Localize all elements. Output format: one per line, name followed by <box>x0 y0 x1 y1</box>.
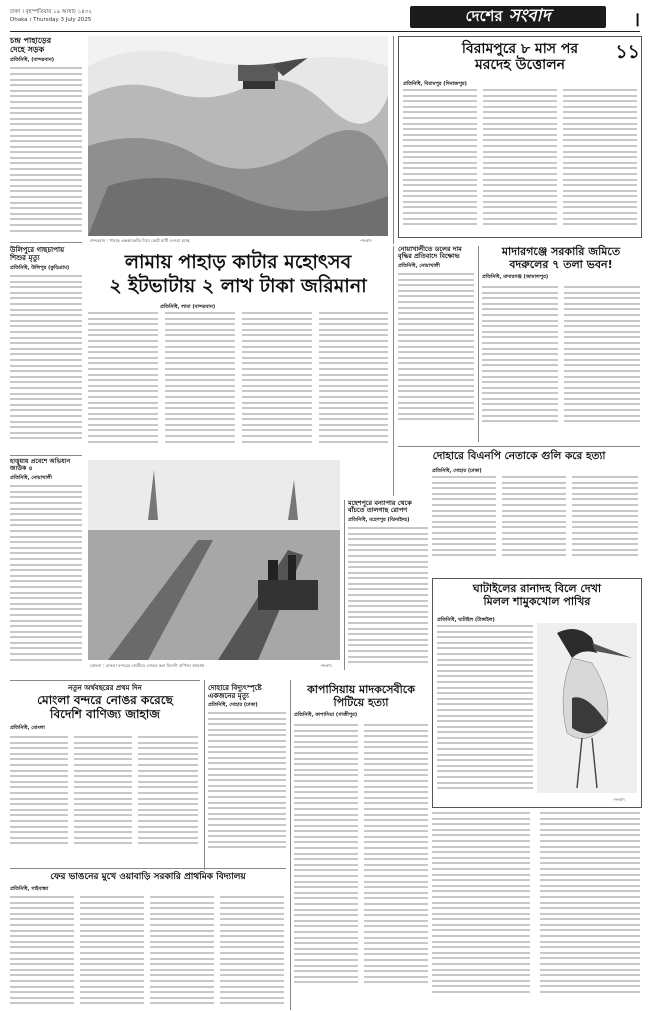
article-body-col1 <box>10 736 68 848</box>
article-body <box>10 67 82 231</box>
headline-line: নোয়াখালীতে ডলের দাম <box>398 245 462 253</box>
article-dohar-electric <box>208 684 286 864</box>
article-body <box>10 485 82 660</box>
headline-line: মাদারগঞ্জে সরকারি জমিতে <box>501 245 621 258</box>
byline-dohar-bnp: প্রতিনিধি, দোহার (ঢাকা) <box>432 468 482 474</box>
headline-line: মিলল শামুকখোল পাখির <box>483 594 591 608</box>
ghatail-continued-col2 <box>540 812 640 997</box>
byline: প্রতিনিধি, (বান্দরবান) <box>10 57 54 64</box>
article-dohar-bnp <box>398 450 640 462</box>
headline-line: বিদেশি বাণিজ্য জাহাজ <box>50 706 160 721</box>
headline <box>399 41 641 73</box>
dateline-bn: ঢাকা । বৃহস্পতিবার ১৯ আষাঢ় ১৪৩২ <box>10 9 92 15</box>
headline-line: উলিপুরে গাছচাপায় <box>10 246 65 254</box>
port-ships-image <box>88 460 340 660</box>
article-body-col1 <box>294 724 358 987</box>
article-madaripur <box>482 246 640 442</box>
byline: প্রতিনিধি, নোয়াখালী <box>398 262 440 269</box>
byline: প্রতিনিধি, মোংলা <box>10 724 45 731</box>
dateline <box>10 8 92 24</box>
article-chandra <box>10 36 82 241</box>
dohar-bnp-body-col1 <box>432 476 496 560</box>
article-noakhali <box>398 246 474 442</box>
headline: হাত্তুয়ায় প্রবেশে অভিযান জাউক ৪ <box>10 458 71 473</box>
headline-line: দেহে সড়ক <box>10 45 45 55</box>
headline-line: পিটিয়ে হত্যা <box>333 695 389 709</box>
headline <box>482 246 640 271</box>
main-byline: প্রতিনিধি, লামা (বান্দরবান) <box>160 304 216 310</box>
photo-bird <box>537 623 637 793</box>
article-moheshpur <box>348 500 428 675</box>
photo-hill-cutting <box>88 36 388 236</box>
byline: প্রতিনিধি, উলিপুর (কুড়িগ্রাম) <box>10 265 70 272</box>
article-body <box>437 625 533 793</box>
headline-line: কাপাসিয়ায় মাদকসেবীকে <box>307 683 415 696</box>
photo-port-ships <box>88 460 340 660</box>
headline <box>208 684 286 700</box>
headline <box>348 500 428 515</box>
main-body-col1 <box>88 312 158 446</box>
article-main <box>88 250 388 298</box>
article-body-col2 <box>80 896 144 1008</box>
article-biramoni <box>398 36 642 238</box>
section-banner <box>410 6 606 28</box>
byline: প্রতিনিধি, বিরামপুর (দিনাজপুর) <box>403 81 467 87</box>
headline-line: দোহারে বিদ্যুৎস্পৃষ্টে <box>208 684 262 692</box>
byline: প্রতিনিধি, কাপাসিয়া (গাজীপুর) <box>294 712 358 719</box>
main-body-col4 <box>319 312 388 446</box>
headline-line: বদরুলের ৭ তলা ভবন! <box>509 257 613 271</box>
article-ulipur <box>10 246 82 456</box>
headline: দোহারে বিএনপি নেতাকে গুলি করে হত্যা <box>432 450 606 462</box>
article-body <box>398 273 474 420</box>
credit-bird-photo: -সংবাদ <box>613 797 625 802</box>
caption-port-photo: মোংলা : মোংলা বন্দরের জেটিতে নোঙর করা বিদেশি বাণিজ্য জাহাজ <box>90 663 205 668</box>
credit-port-photo: -সংবাদ <box>320 663 332 668</box>
caption-top-photo: বান্দরবান : পাহাড় এক্সকাভেটর দিয়ে কেটে মাটি নেওয়া হচ্ছে <box>90 238 190 243</box>
page-number: ।১১ <box>615 9 640 63</box>
headline-line: বৃদ্ধির প্রতিবাদে বিক্ষোভ <box>398 252 460 261</box>
article-hayhaye <box>10 458 82 678</box>
headline-line: ঘাটাইলের রানাদহ বিলে দেখা <box>472 582 602 595</box>
dohar-bnp-body-col2 <box>502 476 566 560</box>
article-kapasia <box>294 684 428 1004</box>
article-ghatail <box>432 578 642 808</box>
article-body-col1 <box>482 286 558 426</box>
stork-image <box>537 623 637 793</box>
headline-line: চন্দ্র পাহাড়ের <box>10 36 52 45</box>
byline: প্রতিনিধি, গাইবান্ধা <box>10 886 49 893</box>
article-body-col3 <box>138 736 198 848</box>
article-body-col2 <box>564 286 640 426</box>
article-body-col2 <box>364 724 428 987</box>
kicker: নতুন অর্থবছরের প্রথম দিন <box>68 684 142 692</box>
byline: প্রতিনিধি, নোয়াখালী <box>10 475 52 482</box>
headline-line: মহেশপুরে বন্যাপার থেকে <box>348 499 412 507</box>
byline: প্রতিনিধি, মাদারগঞ্জ (জামালপুর) <box>482 274 549 281</box>
article-body-col4 <box>220 896 284 1008</box>
main-body-col3 <box>242 312 312 446</box>
headline <box>10 246 82 262</box>
headline-line: মোংলা বন্দরে নোঙর করেছে <box>37 693 173 708</box>
headline <box>10 694 200 722</box>
article-body-col2 <box>483 89 557 229</box>
section-title-part2: সংবাদ <box>508 6 551 26</box>
headline-line-2: ২ ইটভাটায় ২ লাখ টাকা জরিমানা <box>109 275 367 297</box>
hill-cutting-image <box>88 36 388 236</box>
headline <box>294 684 428 709</box>
section-title-part1: দেশের <box>465 6 503 25</box>
headline-line: বাঁচতে তালগাছ রোপণ <box>348 506 408 515</box>
dohar-bnp-body-col3 <box>572 476 638 560</box>
headline <box>433 583 641 608</box>
ghatail-continued-col1 <box>432 812 530 997</box>
article-body-col3 <box>563 89 637 229</box>
article-body-col2 <box>74 736 132 848</box>
article-school <box>10 872 286 1007</box>
byline: প্রতিনিধি, দোহার (ঢাকা) <box>208 702 258 709</box>
headline <box>398 246 474 261</box>
article-mongla <box>10 684 200 864</box>
article-body <box>348 527 428 663</box>
byline: প্রতিনিধি, ঘাটাইল (টাঙ্গাইল) <box>437 617 495 623</box>
headline-line-1: লামায় পাহাড় কাটার মহোৎসব <box>124 251 352 273</box>
byline: প্রতিনিধি, মহেশপুর (ঝিনাইদহ) <box>348 516 410 523</box>
headline-line: মরদেহ উত্তোলন <box>474 57 566 74</box>
main-headline <box>88 250 388 298</box>
article-body <box>10 275 82 439</box>
article-body-col3 <box>150 896 214 1008</box>
credit-top-photo: -সংবাদ <box>360 238 372 243</box>
headline-line: শিশুর মৃত্যু <box>10 254 40 263</box>
main-body-col2 <box>165 312 235 446</box>
dateline-en: Dhaka । Thursday 3 July 2025 <box>10 17 92 23</box>
headline-line: বিরামপুরে ৮ মাস পর <box>461 41 579 57</box>
headline: ফের ভাঙনের মুখে ওয়াবাড়ি সরকারি প্রাথমিক বিদ্যালয় <box>50 872 246 882</box>
headline-line: একজনের মৃত্যু <box>208 692 249 701</box>
headline <box>10 36 82 54</box>
article-body <box>208 712 286 848</box>
article-body-col1 <box>403 89 477 229</box>
article-body-col1 <box>10 896 74 1008</box>
